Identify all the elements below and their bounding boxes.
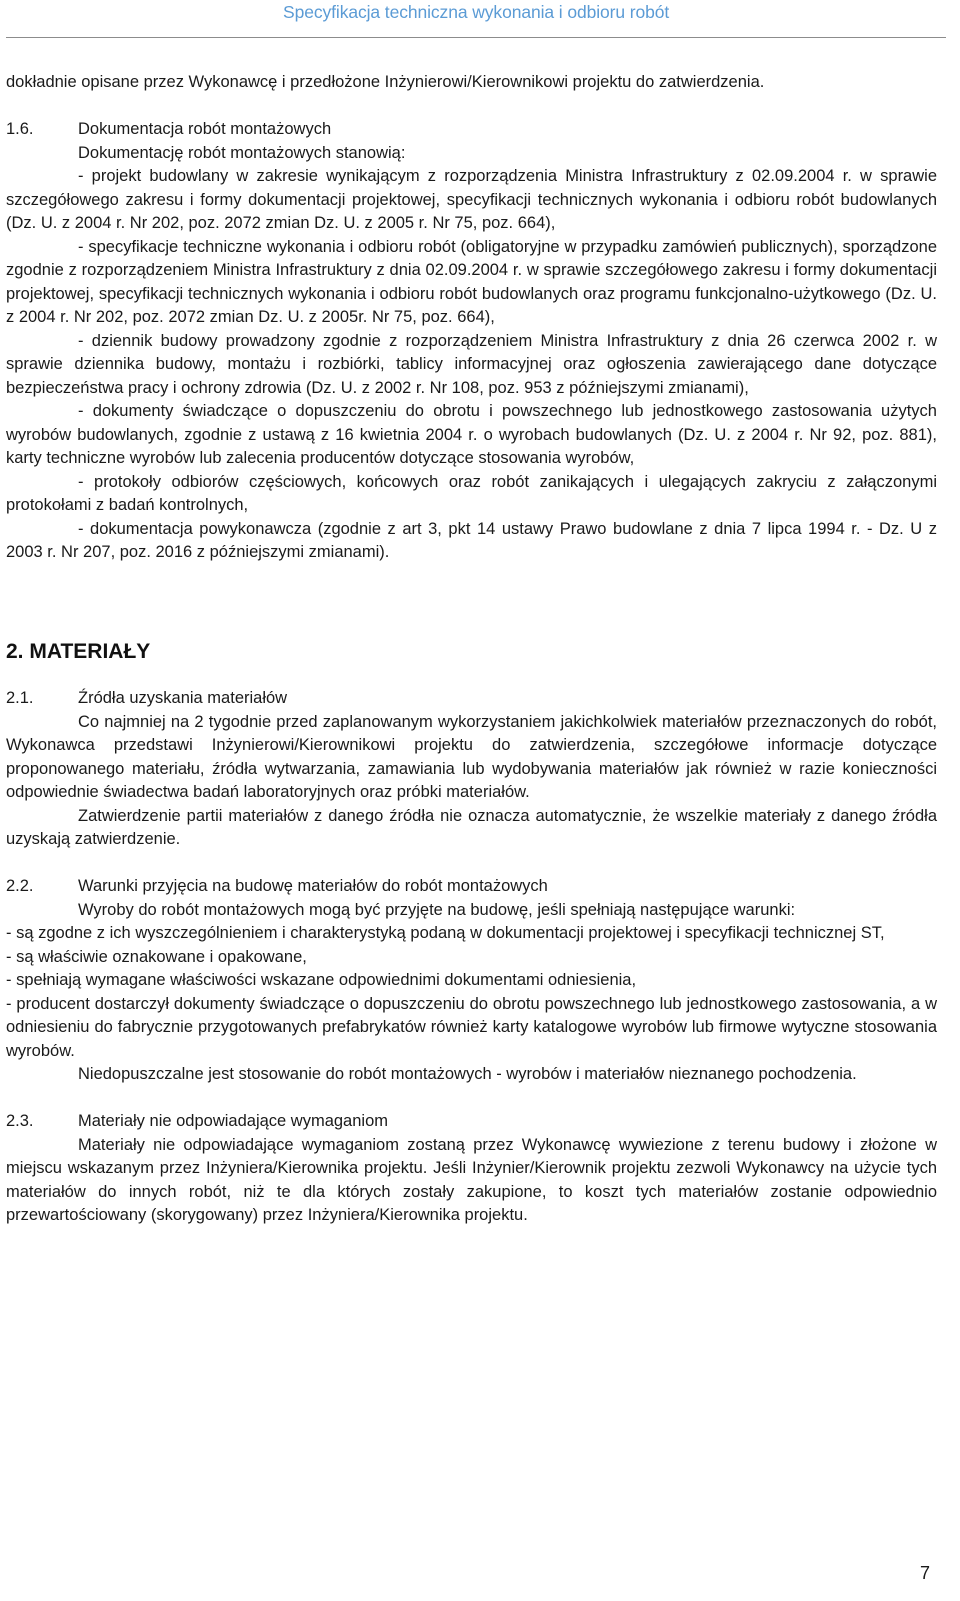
section-title: Dokumentacja robót montażowych bbox=[78, 120, 332, 138]
section-title: Źródła uzyskania materiałów bbox=[78, 689, 288, 707]
section-heading-2-1 bbox=[6, 687, 937, 711]
document-body bbox=[6, 71, 937, 1228]
spacer bbox=[6, 615, 937, 639]
paragraph: Zatwierdzenie partii materiałów z danego źródła nie oznacza automatycznie, że wszelkie materiały z danego źródła uzyskają zatwierdzenie. bbox=[6, 806, 937, 848]
list-item: - są właściwie oznakowane i opakowane, bbox=[6, 947, 307, 966]
list-item: - dokumentacja powykonawcza (zgodnie z art 3, pkt 14 ustawy Prawo budowlane z dnia 7 lipca 1994 r. - Dz. U z 2003 r. Nr 207, poz. 2016 z późniejszymi zmianami). bbox=[6, 519, 937, 561]
spacer bbox=[6, 1087, 937, 1111]
section-title: Warunki przyjęcia na budowę materiałów do robót montażowych bbox=[78, 877, 548, 895]
paragraph: Co najmniej na 2 tygodnie przed zaplanowanym wykorzystaniem jakichkolwiek materiałów przeznaczonych do robót, Wykonawca przedstawi Inżynierowi/Kierownikowi projektu do zatwierdzenia, szczegółowe informacje dotyczące proponowanego materiału, źródła wytwarzania, zamawiania lub wydobywania materiałów jak również w razie konieczności odpowiednie świadectwa badań laboratoryjnych oraz próbki materiałów. bbox=[6, 712, 937, 801]
section-number: 2.3. bbox=[6, 1112, 34, 1130]
spacer bbox=[6, 666, 937, 687]
section-number: 2.1. bbox=[6, 689, 34, 707]
page-number: 7 bbox=[920, 1563, 931, 1583]
header-divider bbox=[6, 37, 946, 38]
spacer bbox=[6, 95, 937, 119]
list-item: - są zgodne z ich wyszczególnieniem i charakterystyką podaną w dokumentacji projektowej i specyfikacji technicznej ST, bbox=[6, 924, 885, 942]
spacer bbox=[6, 565, 937, 615]
section-number: 1.6. bbox=[6, 120, 34, 138]
section-title: Materiały nie odpowiadające wymaganiom bbox=[78, 1112, 388, 1130]
paragraph: Wyroby do robót montażowych mogą być przyjęte na budowę, jeśli spełniają następujące warunki: bbox=[78, 900, 796, 919]
list-item: - spełniają wymagane właściwości wskazane odpowiednimi dokumentami odniesienia, bbox=[6, 971, 637, 989]
list-item: - dokumenty świadczące o dopuszczeniu do obrotu i powszechnego lub jednostkowego zastosowania użytych wyrobów budowlanych, zgodnie z ustawą z 16 kwietnia 2004 r. o wyrobach budowlanych (Dz. U. z 2004 r. Nr 92, poz. 881), karty techniczne wyrobów lub zalecenia producentów dotyczące stosowania wyrobów, bbox=[6, 402, 937, 467]
section-heading-2-3 bbox=[6, 1110, 937, 1134]
section-heading-2-2 bbox=[6, 875, 937, 899]
chapter-heading: 2. MATERIAŁY bbox=[6, 640, 151, 663]
list-item: - specyfikacje techniczne wykonania i odbioru robót (obligatoryjne w przypadku zamówień publicznych), sporządzone zgodnie z rozporządzeniem Ministra Infrastruktury z dnia 02.09.2004 r. w sprawie szczegółowego zakresu i formy dokumentacji projektowej, specyfikacji technicznych wykonania i odbioru robót budowlanych oraz programu funkcjonalno-użytkowego (Dz. U. z 2004 r. Nr 202, poz. 2072 zmian Dz. U. z 2005r. Nr 75, poz. 664), bbox=[6, 237, 937, 326]
section-number: 2.2. bbox=[6, 877, 34, 895]
page-header bbox=[0, 0, 960, 40]
header-title: Specyfikacja techniczna wykonania i odbioru robót bbox=[283, 2, 670, 22]
paragraph: Dokumentację robót montażowych stanowią: bbox=[78, 143, 406, 162]
list-item: - protokoły odbiorów częściowych, końcowych oraz robót zanikających i ulegających zakryciu z załączonymi protokołami z badań kontrolnych, bbox=[6, 472, 937, 514]
paragraph: Materiały nie odpowiadające wymaganiom zostaną przez Wykonawcę wywiezione z terenu budowy i złożone w miejscu wskazanym przez Inżyniera/Kierownika projektu. Jeśli Inżynier/Kierownik projektu zezwoli Wykonawcy na użycie tych materiałów do innych robót, niż te dla których zostały zakupione, to koszt tych materiałów zostanie odpowiednio przewartościowany (skorygowany) przez Inżyniera/Kierownika projektu. bbox=[6, 1135, 937, 1224]
list-item: - dziennik budowy prowadzony zgodnie z rozporządzeniem Ministra Infrastruktury z dnia 26 czerwca 2002 r. w sprawie dziennika budowy, montażu i rozbiórki, tablicy informacyjnej oraz ogłoszenia zawierającego dane dotyczące bezpieczeństwa pracy i ochrony zdrowia (Dz. U. z 2002 r. Nr 108, poz. 953 z późniejszymi zmianami), bbox=[6, 331, 937, 397]
paragraph-continuation: dokładnie opisane przez Wykonawcę i przedłożone Inżynierowi/Kierownikowi projektu do zatwierdzenia. bbox=[6, 73, 765, 91]
section-heading-1-6 bbox=[6, 118, 937, 142]
spacer bbox=[6, 852, 937, 876]
paragraph: Niedopuszczalne jest stosowanie do robót montażowych - wyrobów i materiałów nieznanego pochodzenia. bbox=[78, 1065, 857, 1083]
list-item: - producent dostarczył dokumenty świadczące o dopuszczeniu do obrotu powszechnego lub jednostkowego zastosowania, a w odniesieniu do fabrycznie przygotowanych prefabrykatów również karty katalogowe wyrobów lub firmowe wytyczne stosowania wyrobów. bbox=[6, 994, 937, 1060]
list-item: - projekt budowlany w zakresie wynikającym z rozporządzenia Ministra Infrastruktury z 02.09.2004 r. w sprawie szczegółowego zakresu i formy dokumentacji projektowej, specyfikacji technicznych wykonania i odbioru robót budowlanych (Dz. U. z 2004 r. Nr 202, poz. 2072 zmian Dz. U. z 2005 r. Nr 75, poz. 664), bbox=[6, 167, 937, 232]
